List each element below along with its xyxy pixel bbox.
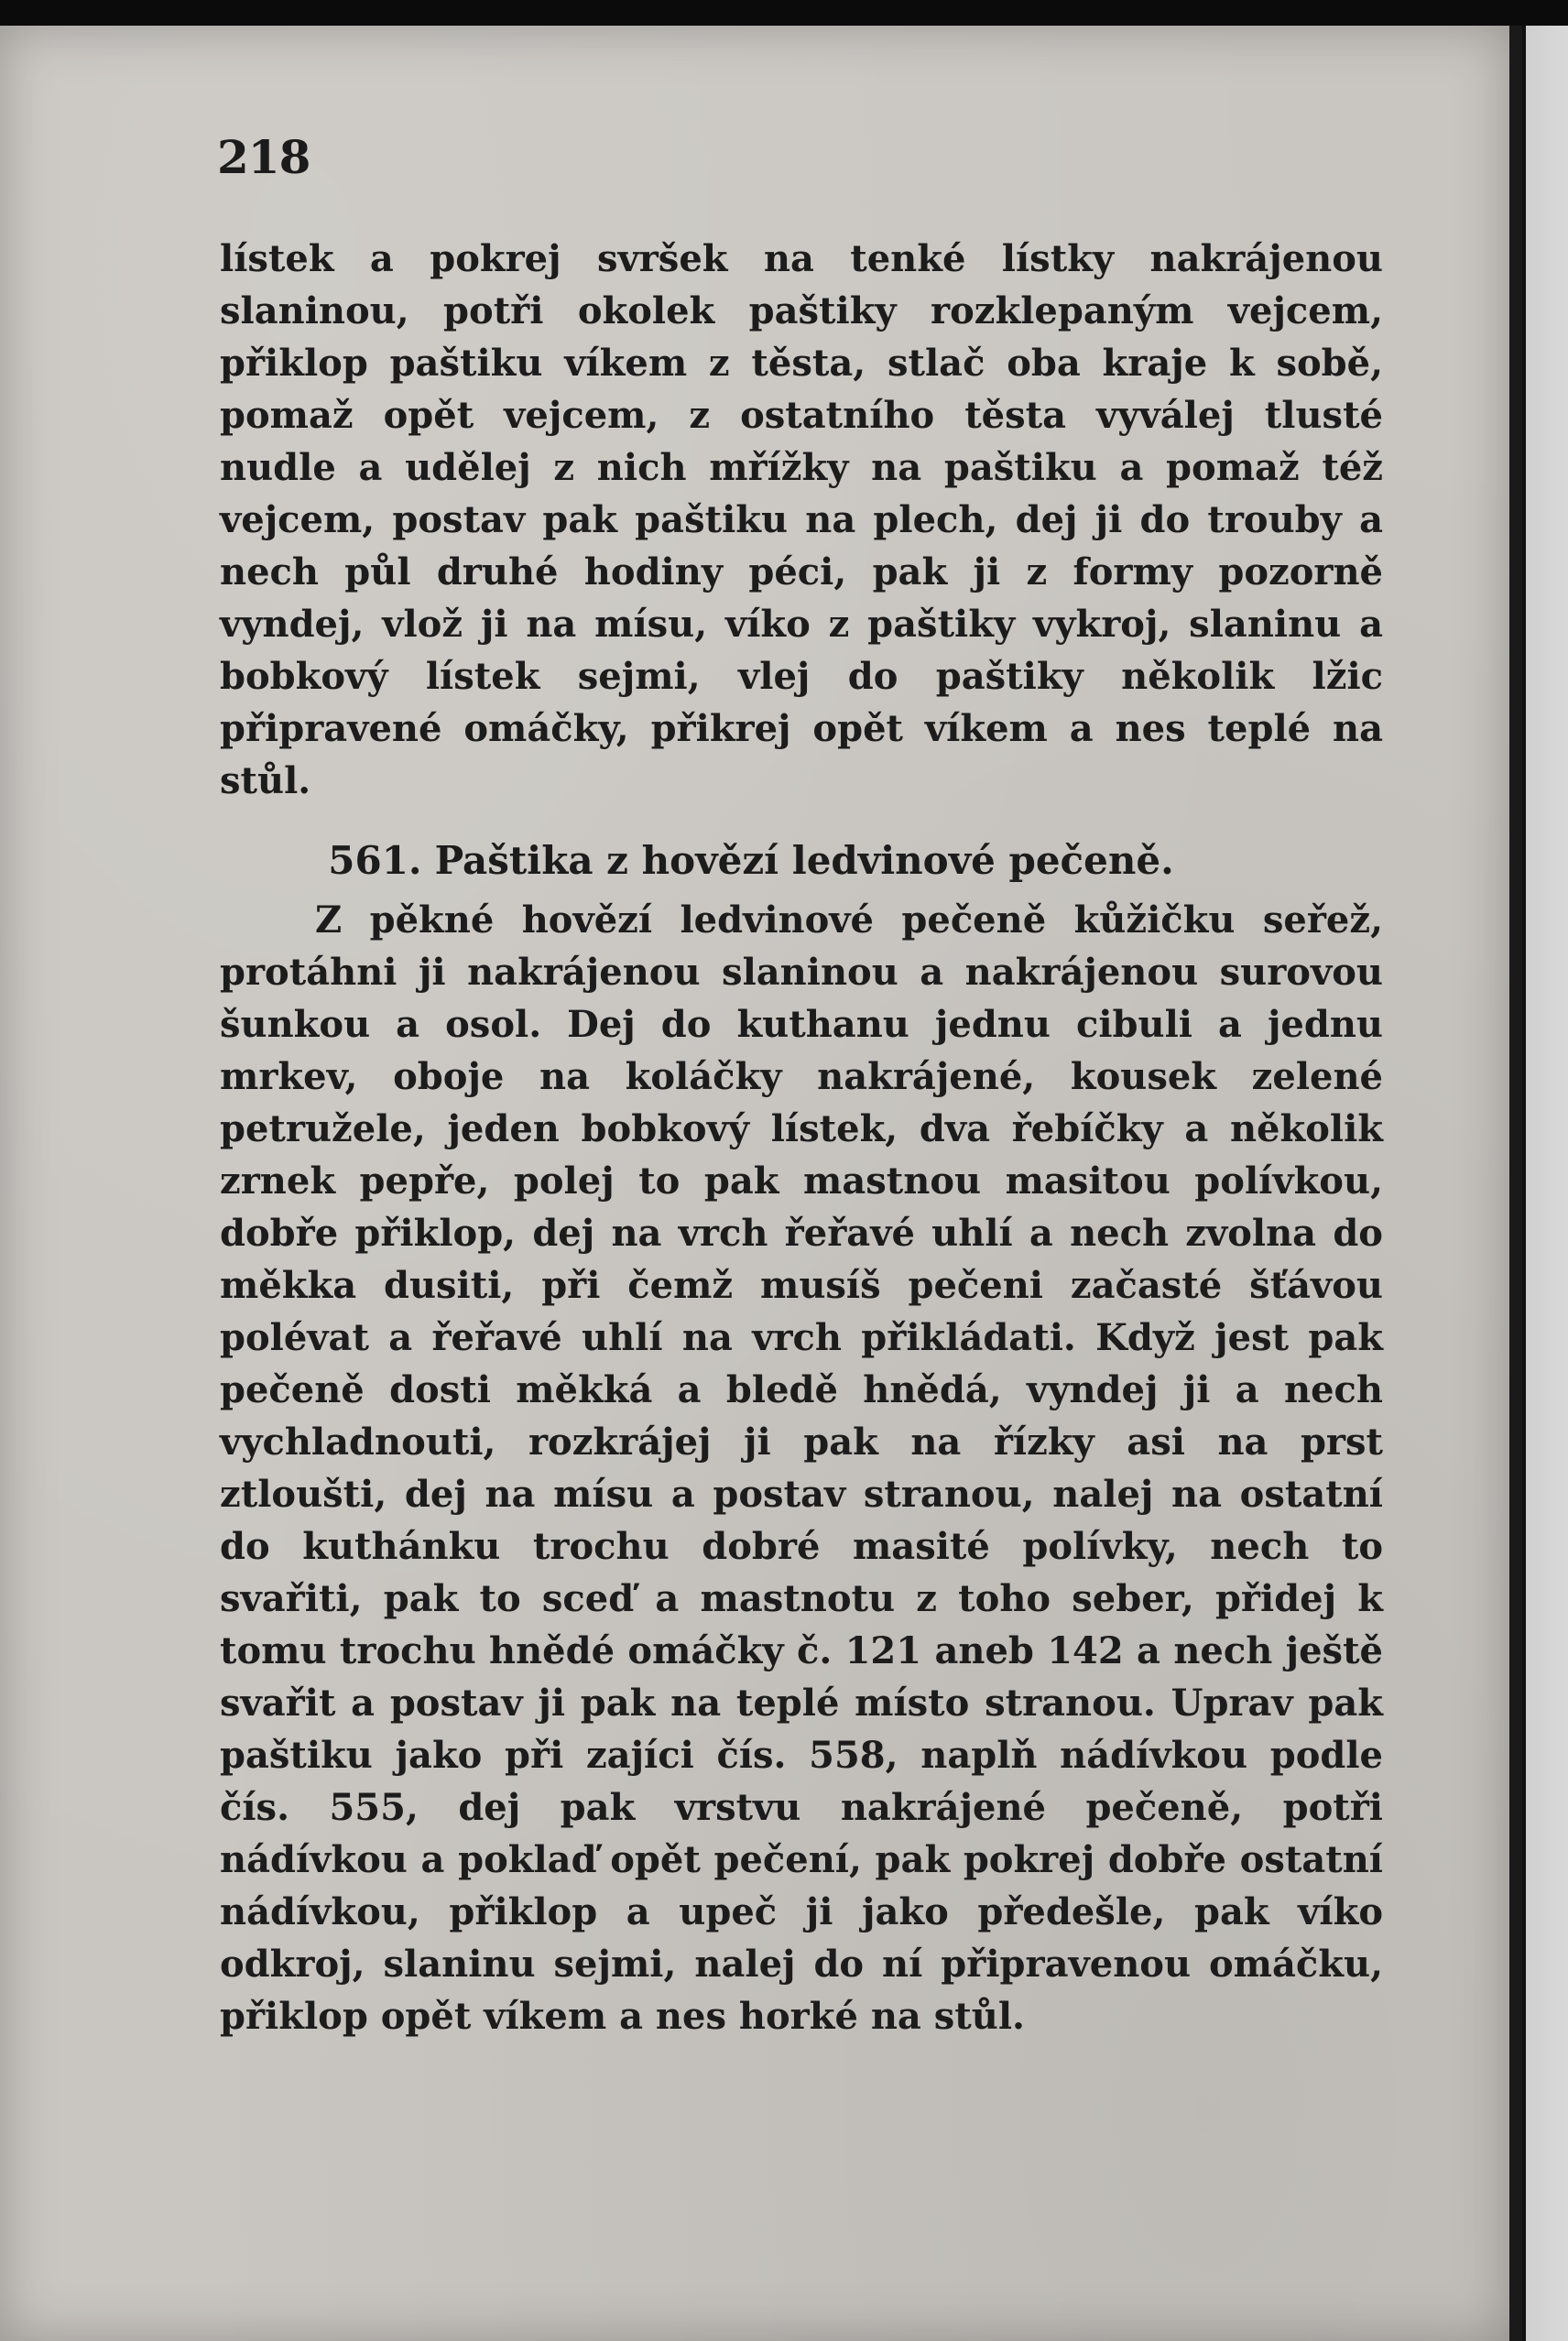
page-number: 218 bbox=[217, 130, 310, 184]
page-text bbox=[220, 233, 1383, 2042]
next-page-edge bbox=[1509, 26, 1568, 2341]
continuation-paragraph: lístek a pokrej svršek na tenké lístky nakrájenou slaninou, potři okolek paštiky rozklepaným vejcem, přiklop paštiku víkem z těsta, stlač oba kraje k sobě, pomaž opět vejcem, z ostatního těsta vyválej tlusté nudle a udělej z nich mřížky na paštiku a pomaž též vejcem, postav pak paštiku na plech, dej ji do trouby a nech půl druhé hodiny péci, pak ji z formy pozorně vyndej, vlož ji na mísu, víko z paštiky vykroj, slaninu a bobkový lístek sejmi, vlej do paštiky několik lžic připravené omáčky, přikrej opět víkem a nes teplé na stůl. bbox=[220, 237, 1383, 802]
recipe-body-paragraph: Z pěkné hovězí ledvinové pečeně kůžičku seřež, protáhni ji nakrájenou slaninou a nakrájenou surovou šunkou a osol. Dej do kuthanu jednu cibuli a jednu mrkev, oboje na koláčky nakrájené, kousek zelené petruželе, jeden bobkový lístek, dva řebíčky a několik zrnek pepře, polej to pak mastnou masitou polívkou, dobře přiklop, dej na vrch řeřavé uhlí a nech zvolna do měkka dusiti, při čemž musíš pečeni začasté šťávou polévat a řeřavé uhlí na vrch přikládati. Když jest pak pečeně dosti měkká a bledě hnědá, vyndej ji a nech vychladnouti, rozkrájej ji pak na řízky asi na prst ztloušti, dej na mísu a postav stranou, nalej na ostatní do kuthánku trochu dobré masité polívky, nech to svařiti, pak to sceď a mastnotu z toho seber, přidej k tomu trochu hnědé omáčky č. 121 aneb 142 a nech ještě svařit a postav ji pak na teplé místo stranou. Uprav pak paštiku jako při zajíci čís. 558, naplň nádívkou podle čís. 555, dej pak vrstvu nakrájené pečeně, potři nádívkou a poklaď opět pečení, pak pokrej dobře ostatní nádívkou, přiklop a upeč ji jako předešle, pak víko odkroj, slaninu sejmi, nalej do ní připravenou omáčku, přiklop opět víkem a nes horké na stůl. bbox=[220, 898, 1383, 2038]
recipe-number: 561. bbox=[328, 838, 422, 883]
recipe-heading bbox=[220, 834, 1383, 887]
recipe-title: Paštika z hovězí ledvinové pečeně. bbox=[434, 838, 1174, 883]
page-gutter-line bbox=[1522, 26, 1526, 2341]
scan-top-border bbox=[0, 0, 1568, 26]
